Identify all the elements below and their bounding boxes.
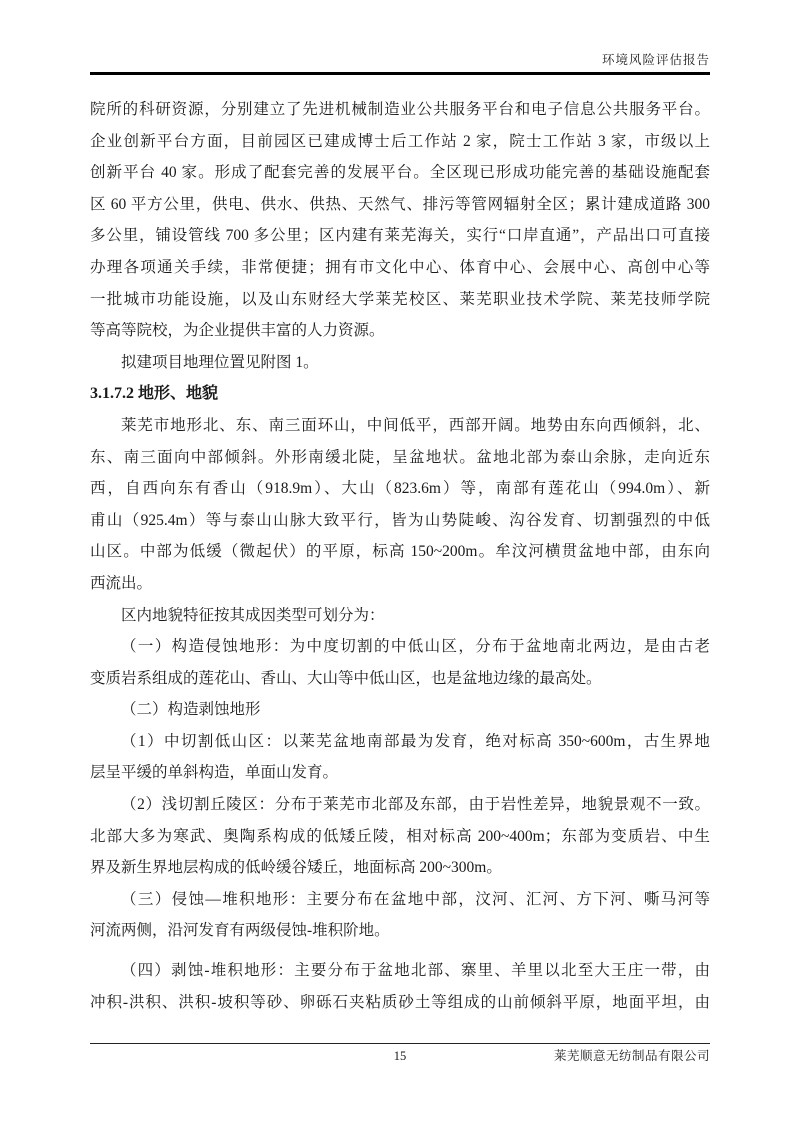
text-line: 莱芜市地形北、东、南三面环山，中间低平，西部开阔。地势由东向西倾斜，北、 (121, 416, 710, 434)
header-title: 环境风险评估报告 (601, 53, 710, 67)
text-line: 东、南三面向中部倾斜。外形南缓北陡，呈盆地状。盆地北部为泰山余脉，走向近东 (90, 448, 710, 466)
text-line: 创新平台 40 家。形成了配套完善的发展平台。全区现已形成功能完善的基础设施配套 (90, 164, 710, 182)
text-line: （一）构造侵蚀地形：为中度切割的中低山区，分布于盆地南北两边，是由古老 (121, 638, 710, 656)
text-line: 甫山（925.4m）等与泰山山脉大致平行，皆为山势陡峻、沟谷发育、切割强烈的中低 (90, 511, 710, 529)
text-line: （1）中切割低山区：以莱芜盆地南部最为发育，绝对标高 350~600m，古生界地 (121, 732, 710, 750)
text-line: 院所的科研资源，分别建立了先进机械制造业公共服务平台和电子信息公共服务平台。 (90, 101, 710, 118)
text-line: （四）剥蚀-堆积地形：主要分布于盆地北部、寨里、羊里以北至大王庄一带，由 (121, 962, 710, 980)
page-footer (90, 1047, 710, 1065)
text-line: 河流两侧，沿河发育有两级侵蚀-堆积阶地。 (90, 922, 390, 940)
text-line: 拟建项目地理位置见附图 1。 (121, 353, 319, 371)
header-rule (90, 72, 710, 75)
text-line: 办理各项通关手续，非常便捷；拥有市文化中心、体育中心、会展中心、高创中心等 (90, 258, 710, 276)
text-line: 一批城市功能设施，以及山东财经大学莱芜校区、莱芜职业技术学院、莱芜技师学院 (90, 290, 710, 308)
text-line: 层呈平缓的单斜构造，单面山发育。 (90, 764, 339, 782)
text-line: 西，自西向东有香山（918.9m）、大山（823.6m）等，南部有莲花山（994.0m）、新 (90, 480, 710, 498)
text-line: 等高等院校，为企业提供丰富的人力资源。 (90, 322, 385, 340)
page-number: 15 (393, 1049, 407, 1063)
text-line: （三）侵蚀—堆积地形：主要分布在盆地中部，汶河、汇河、方下河、嘶马河等 (121, 890, 710, 908)
text-line: 西流出。 (90, 574, 153, 592)
text-line: 北部大多为寒武、奥陶系构成的低矮丘陵，相对标高 200~400m；东部为变质岩、中生 (90, 827, 710, 845)
section-heading: 3.1.7.2 地形、地貌 (90, 385, 219, 403)
text-line: 冲积-洪积、洪积-坡积等砂、卵砾石夹粘质砂土等组成的山前倾斜平原，地面平坦，由 (90, 993, 710, 1011)
document-body (90, 94, 710, 1018)
text-line: 区内地貌特征按其成因类型可划分为： (121, 606, 385, 624)
text-line: 区 60 平方公里，供电、供水、供热、天然气、排污等管网辐射全区；累计建成道路 300 (90, 195, 710, 213)
text-line: 山区。中部为低缓（微起伏）的平原，标高 150~200m。牟汶河横贯盆地中部，由东向 (90, 543, 710, 561)
text-line: 多公里，铺设管线 700 多公里；区内建有莱芜海关，实行“口岸直通”，产品出口可直接 (90, 227, 710, 245)
text-line: （二）构造剥蚀地形 (121, 701, 261, 719)
text-line: 界及新生界地层构成的低岭缓谷矮丘，地面标高 200~300m。 (90, 859, 502, 877)
text-line: 企业创新平台方面，目前园区已建成博士后工作站 2 家，院士工作站 3 家，市级以上 (90, 132, 710, 150)
footer-rule (90, 1043, 710, 1044)
text-line: （2）浅切割丘陵区：分布于莱芜市北部及东部，由于岩性差异，地貌景观不一致。 (121, 796, 710, 814)
footer-company: 莱芜顺意无纺制品有限公司 (553, 1049, 710, 1063)
text-line: 变质岩系组成的莲花山、香山、大山等中低山区，也是盆地边缘的最高处。 (90, 669, 602, 687)
